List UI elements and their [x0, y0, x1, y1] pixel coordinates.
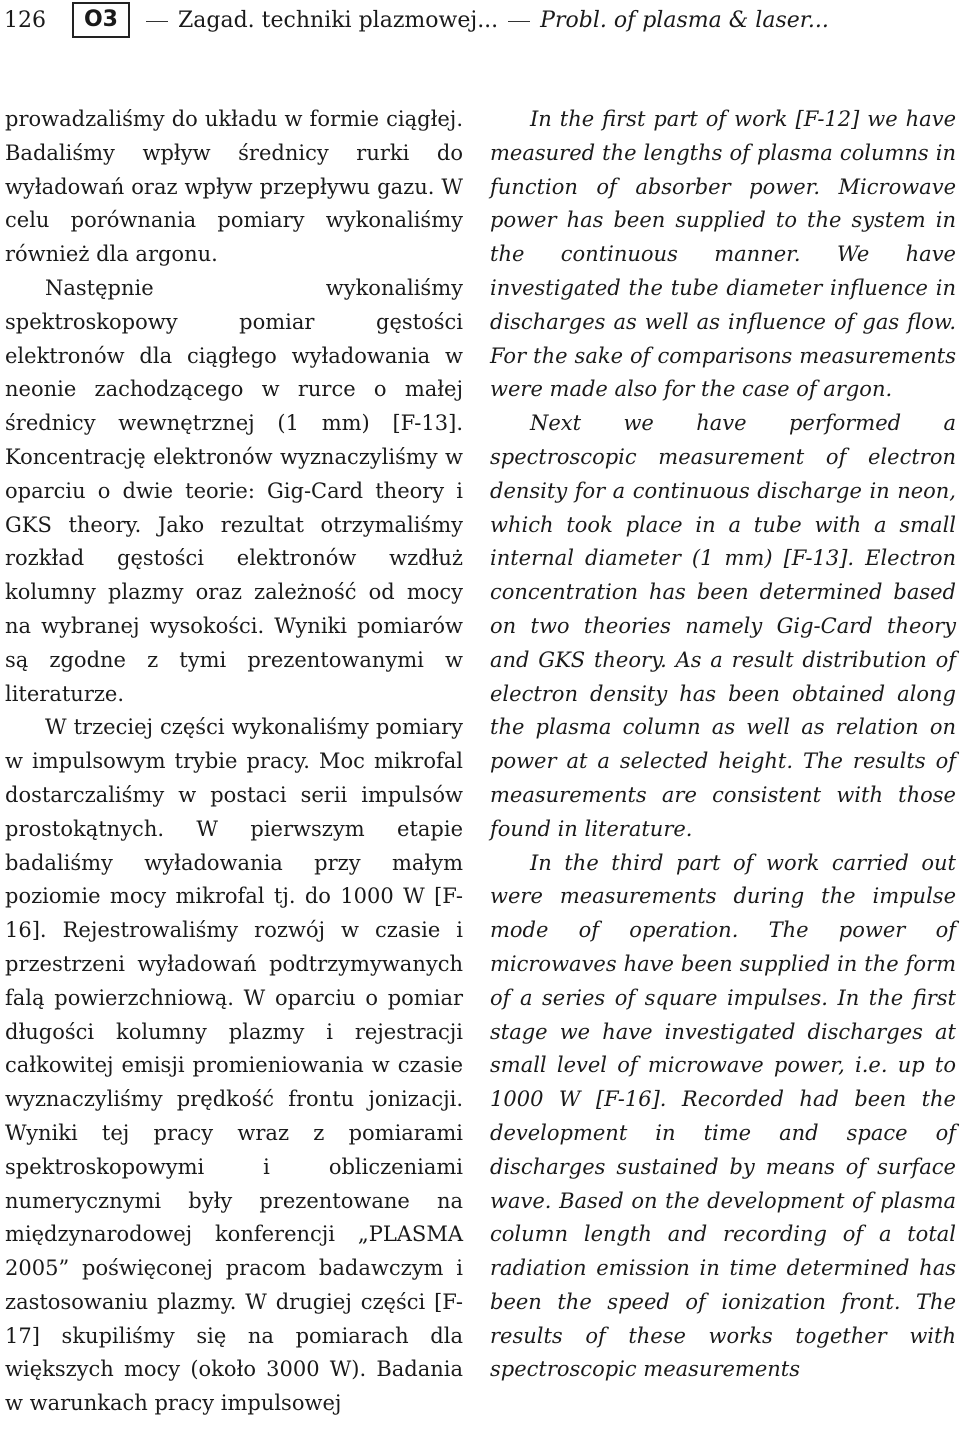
- english-paragraph: In the first part of work [F-12] we have measured the lengths of plasma columns in function of absorber power. Microwave power has been supplied to the system in the continuous manner. We have investigated the tube diameter influence in discharges as well as influence of gas flow. For the sake of comparisons measurements were made also for the case of argon.: [490, 107, 956, 402]
- section-code-box: O3: [72, 2, 130, 38]
- english-column: [490, 103, 956, 1387]
- page-number: 126: [4, 8, 46, 33]
- dash-separator: [508, 21, 530, 22]
- polish-paragraph: Następnie wykonaliśmy spektroskopowy pomiar gęstości elektronów dla ciągłego wyładowania w neonie zachodzącego w rurce o małej średnicy wewnętrznej (1 mm) [F-13]. Koncentrację elektronów wyznaczyliśmy w oparciu o dwie teorie: Gig-Card theory i GKS theory. Jako rezultat otrzymaliśmy rozkład gęstości elektronów wzdłuż kolumny plazmy oraz zależność od mocy na wybranej wysokości. Wyniki pomiarów są zgodne z tymi prezentowanymi w literaturze.: [5, 275, 463, 706]
- polish-column: [5, 103, 463, 1421]
- page-header: [0, 0, 960, 48]
- english-paragraph: In the third part of work carried out were measurements during the impulse mode of operation. The power of microwaves have been supplied in the form of a series of square impulses. In the first stage we have investigated discharges at small level of microwave power, i.e. up to 1000 W [F-16]. Recorded had been the development in time and space of discharges sustained by means of surface wave. Based on the development of plasma column length and recording of a total radiation emission in time determined has been the speed of ionization front. The results of these works together with spectroscopic measurements: [490, 850, 956, 1382]
- running-title-polish: Zagad. techniki plazmowej...: [178, 8, 499, 33]
- dash-separator: [146, 21, 168, 22]
- english-paragraph: Next we have performed a spectroscopic measurement of electron density for a continuous discharge in neon, which took place in a tube with a small internal diameter (1 mm) [F-13]. Electron concentration has been determined based on two theories namely Gig-Card theory and GKS theory. As a result distribution of electron density has been obtained along the plasma column as well as relation on power at a selected height. The results of measurements are consistent with those found in literature.: [490, 411, 956, 841]
- polish-paragraph: W trzeciej części wykonaliśmy pomiary w impulsowym trybie pracy. Moc mikrofal dostarczaliśmy w postaci serii impulsów prostokątnych. W pierwszym etapie badaliśmy wyładowania przy małym poziomie mocy mikrofal tj. do 1000 W [F-16]. Rejestrowaliśmy rozwój w czasie i przestrzeni wyładowań podtrzymywanych falą powierzchniową. W oparciu o pomiar długości kolumny plazmy i rejestracji całkowitej emisji promieniowania w czasie wyznaczyliśmy prędkość frontu jonizacji. Wyniki tej pracy wraz z pomiarami spektroskopowymi i obliczeniami numerycznymi były prezentowane na międzynarodowej konferencji „PLASMA 2005” poświęconej pracom badawczym i zastosowaniu plazmy. W drugiej części [F-17] skupiliśmy się na pomiarach dla większych mocy (około 3000 W). Badania w warunkach pracy impulsowej: [5, 715, 463, 1416]
- running-title: [136, 6, 829, 36]
- polish-paragraph: prowadzaliśmy do układu w formie ciągłej. Badaliśmy wpływ średnicy rurki do wyładowań oraz wpływ przepływu gazu. W celu porównania pomiary wykonaliśmy również dla argonu.: [5, 107, 463, 267]
- running-title-english: Probl. of plasma & laser...: [540, 8, 829, 33]
